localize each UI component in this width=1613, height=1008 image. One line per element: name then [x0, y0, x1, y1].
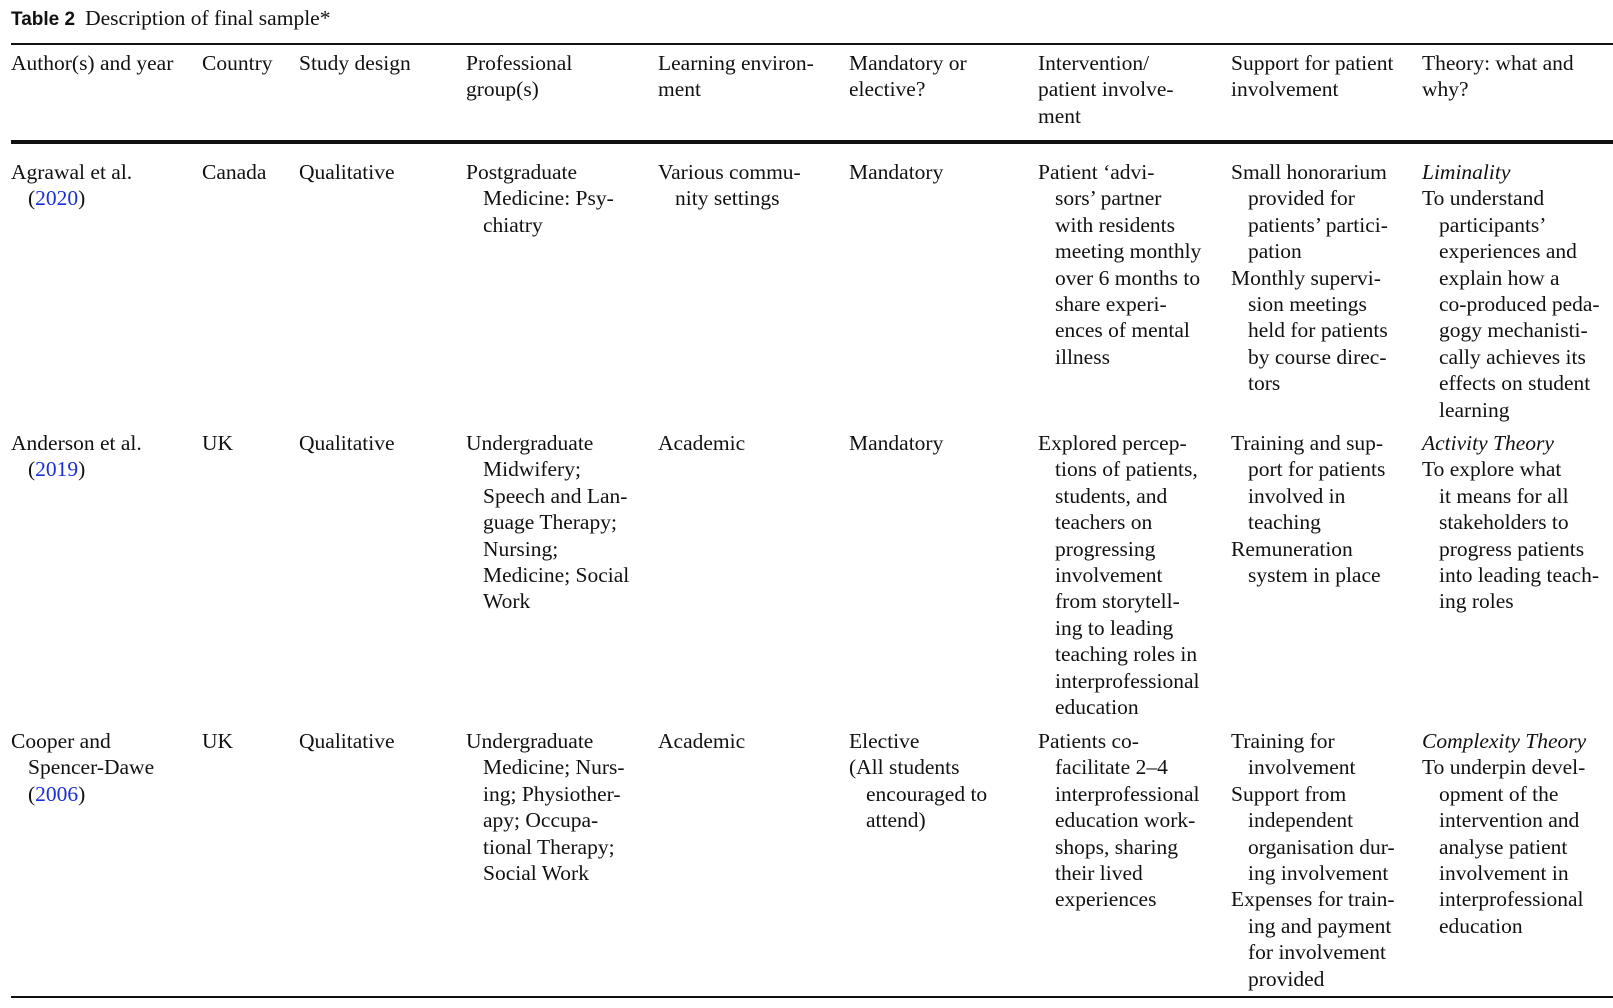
cell-line: Speech and Lan- [483, 483, 628, 508]
author-name: Anderson et al. [11, 431, 142, 455]
table-cell [849, 430, 943, 456]
cell-line: intervention and [1439, 808, 1580, 833]
header-line: Professional [466, 51, 573, 75]
year-link[interactable]: 2020 [35, 186, 79, 211]
cell-line: ing involvement [1248, 861, 1389, 886]
header-line: ment [1038, 103, 1081, 128]
cell-line: Academic [658, 729, 746, 753]
cell-line: patients’ partici- [1248, 212, 1388, 237]
cell-line: ing roles [1439, 589, 1514, 614]
cell-line: gogy mechanisti- [1439, 318, 1588, 343]
cell-line: tions of patients, [1055, 457, 1198, 482]
cell-line: for involvement [1248, 940, 1386, 965]
header-line: Study design [299, 51, 411, 75]
header-rule [11, 140, 1613, 144]
cell-line: Training and sup- [1231, 431, 1384, 455]
author-name: Spencer-Dawe [28, 755, 155, 780]
table-caption [11, 6, 330, 31]
cell-line: experiences [1055, 887, 1157, 912]
table-cell [299, 159, 395, 185]
cell-line: apy; Occupa- [483, 808, 599, 833]
cell-line: into leading teach- [1439, 563, 1599, 588]
theory-name: Liminality [1422, 160, 1511, 184]
cell-line: cally achieves its [1439, 344, 1586, 369]
cell-line: share experi- [1055, 292, 1167, 317]
author-cell [11, 728, 154, 807]
header-line: Country [202, 51, 273, 75]
table-cell [299, 728, 395, 754]
bottom-rule [11, 996, 1613, 998]
cell-line: Medicine; Nurs- [483, 755, 625, 780]
cell-line: guage Therapy; [483, 510, 617, 535]
cell-line: over 6 months to [1055, 265, 1201, 290]
cell-line: with residents [1055, 212, 1176, 237]
header-line: involvement [1231, 77, 1339, 102]
cell-line: Patient ‘advi- [1038, 160, 1155, 184]
cell-line: Social Work [483, 861, 589, 886]
cell-line: sors’ partner [1055, 186, 1162, 211]
cell-line: pation [1248, 239, 1302, 264]
header-line: ment [658, 77, 701, 102]
cell-line: To underpin devel- [1422, 755, 1586, 780]
theory-name: Activity Theory [1422, 431, 1554, 455]
header-line: Learning environ- [658, 51, 814, 75]
column-header [299, 50, 411, 76]
table-cell [1038, 159, 1201, 370]
cell-line: effects on student [1439, 371, 1591, 396]
header-line: Intervention/ [1038, 51, 1150, 75]
table-cell [1231, 159, 1388, 397]
table-cell [466, 159, 614, 238]
column-header [466, 50, 572, 103]
cell-line: Qualitative [299, 431, 395, 455]
cell-line: sion meetings [1248, 292, 1367, 317]
year-line: (2020) [28, 186, 86, 211]
cell-line: tors [1248, 371, 1281, 396]
cell-line: attend) [866, 808, 926, 833]
cell-line: co-produced peda- [1439, 292, 1600, 317]
cell-line: held for patients [1248, 318, 1388, 343]
cell-line: provided [1248, 966, 1325, 991]
cell-line: Expenses for train- [1231, 887, 1395, 912]
cell-line: Training for [1231, 729, 1335, 753]
cell-line: Monthly supervi- [1231, 265, 1381, 290]
header-line: Mandatory or [849, 51, 967, 75]
table-cell [1422, 159, 1600, 423]
header-line: elective? [849, 77, 926, 102]
cell-line: interprofessional [1055, 668, 1200, 693]
cell-line: meeting monthly [1055, 239, 1202, 264]
cell-line: by course direc- [1248, 344, 1387, 369]
cell-line: Remuneration [1231, 536, 1353, 561]
table-cell [202, 728, 233, 754]
table-cell [1231, 728, 1395, 992]
column-header [1231, 50, 1393, 103]
table-cell [202, 159, 266, 185]
theory-name: Complexity Theory [1422, 729, 1587, 753]
cell-line: involved in [1248, 483, 1346, 508]
cell-line: Midwifery; [483, 457, 581, 482]
table-cell [849, 728, 987, 834]
cell-line: opment of the [1439, 781, 1559, 806]
header-line: why? [1422, 77, 1469, 102]
table-cell [1038, 728, 1200, 913]
cell-line: Academic [658, 431, 746, 455]
column-header [1038, 50, 1174, 129]
cell-line: interprofessional [1439, 887, 1584, 912]
cell-line: progress patients [1439, 536, 1585, 561]
cell-line: ing; Physiother- [483, 781, 621, 806]
cell-line: from storytell- [1055, 589, 1180, 614]
author-name: Cooper and [11, 729, 111, 753]
table-title: Description of final sample* [85, 6, 331, 30]
author-name: Agrawal et al. [11, 160, 133, 184]
header-line: group(s) [466, 77, 539, 102]
cell-line: Qualitative [299, 729, 395, 753]
table-cell [1038, 430, 1200, 720]
cell-line: Postgraduate [466, 160, 578, 184]
table-label: Table 2 [11, 9, 76, 30]
cell-line: Undergraduate [466, 431, 594, 455]
cell-line: Canada [202, 160, 267, 184]
table-cell [1231, 430, 1385, 588]
cell-line: teaching [1248, 510, 1321, 535]
cell-line: learning [1439, 397, 1510, 422]
cell-line: Qualitative [299, 160, 395, 184]
cell-line: chiatry [483, 212, 543, 237]
header-line: Author(s) and year [11, 51, 174, 75]
cell-line: Various commu- [658, 160, 801, 184]
column-header [11, 50, 173, 76]
cell-line: Nursing; [483, 536, 559, 561]
cell-line: Explored percep- [1038, 431, 1187, 455]
cell-line: Patients co- [1038, 729, 1139, 753]
table-cell [658, 430, 745, 456]
table-cell [1422, 430, 1599, 615]
cell-line: progressing [1055, 536, 1156, 561]
year-link[interactable]: 2006 [35, 781, 79, 806]
cell-line: system in place [1248, 563, 1381, 588]
cell-line: organisation dur- [1248, 834, 1395, 859]
table-cell [658, 159, 801, 212]
cell-line: Medicine; Social [483, 563, 630, 588]
year-line: (2019) [28, 457, 86, 482]
header-line: Support for patient [1231, 51, 1394, 75]
cell-line: teaching roles in [1055, 642, 1198, 667]
header-line: Theory: what and [1422, 51, 1574, 75]
column-header [202, 50, 272, 76]
cell-line: (All students [849, 755, 960, 780]
cell-line: education [1439, 913, 1523, 938]
cell-line: To explore what [1422, 457, 1562, 482]
author-cell [11, 159, 132, 212]
cell-line: shops, sharing [1055, 834, 1179, 859]
cell-line: involvement [1248, 755, 1356, 780]
column-header [1422, 50, 1574, 103]
table-cell [849, 159, 943, 185]
cell-line: students, and [1055, 483, 1168, 508]
cell-line: UK [202, 729, 234, 753]
cell-line: Support from [1231, 781, 1347, 806]
cell-line: ing and payment [1248, 913, 1392, 938]
cell-line: Mandatory [849, 160, 944, 184]
cell-line: their lived [1055, 861, 1143, 886]
cell-line: stakeholders to [1439, 510, 1569, 535]
year-link[interactable]: 2019 [35, 457, 79, 482]
table-cell [202, 430, 233, 456]
table-cell [466, 728, 625, 886]
cell-line: interprofessional [1055, 781, 1200, 806]
cell-line: independent [1248, 808, 1354, 833]
cell-line: involvement in [1439, 861, 1569, 886]
cell-line: tional Therapy; [483, 834, 615, 859]
cell-line: Mandatory [849, 431, 944, 455]
cell-line: analyse patient [1439, 834, 1568, 859]
cell-line: education [1055, 695, 1139, 720]
table-cell [299, 430, 395, 456]
cell-line: Medicine: Psy- [483, 186, 614, 211]
cell-line: provided for [1248, 186, 1355, 211]
cell-line: port for patients [1248, 457, 1386, 482]
cell-line: teachers on [1055, 510, 1153, 535]
cell-line: To understand [1422, 186, 1545, 211]
author-cell [11, 430, 142, 483]
cell-line: Elective [849, 729, 920, 753]
cell-line: education work- [1055, 808, 1196, 833]
cell-line: ing to leading [1055, 615, 1174, 640]
cell-line: Small honorarium [1231, 160, 1387, 184]
column-header [658, 50, 814, 103]
top-rule [11, 43, 1613, 45]
cell-line: participants’ [1439, 212, 1547, 237]
table-cell [466, 430, 629, 615]
year-line: (2006) [28, 781, 86, 806]
cell-line: experiences and [1439, 239, 1577, 264]
cell-line: UK [202, 431, 234, 455]
cell-line: Undergraduate [466, 729, 594, 753]
cell-line: nity settings [675, 186, 780, 211]
column-header [849, 50, 967, 103]
cell-line: illness [1055, 344, 1110, 369]
cell-line: it means for all [1439, 483, 1569, 508]
cell-line: Work [483, 589, 531, 614]
table-cell [1422, 728, 1586, 939]
table-cell [658, 728, 745, 754]
cell-line: facilitate 2–4 [1055, 755, 1168, 780]
header-line: patient involve- [1038, 77, 1174, 102]
cell-line: encouraged to [866, 781, 988, 806]
cell-line: ences of mental [1055, 318, 1190, 343]
cell-line: involvement [1055, 563, 1163, 588]
cell-line: explain how a [1439, 265, 1560, 290]
